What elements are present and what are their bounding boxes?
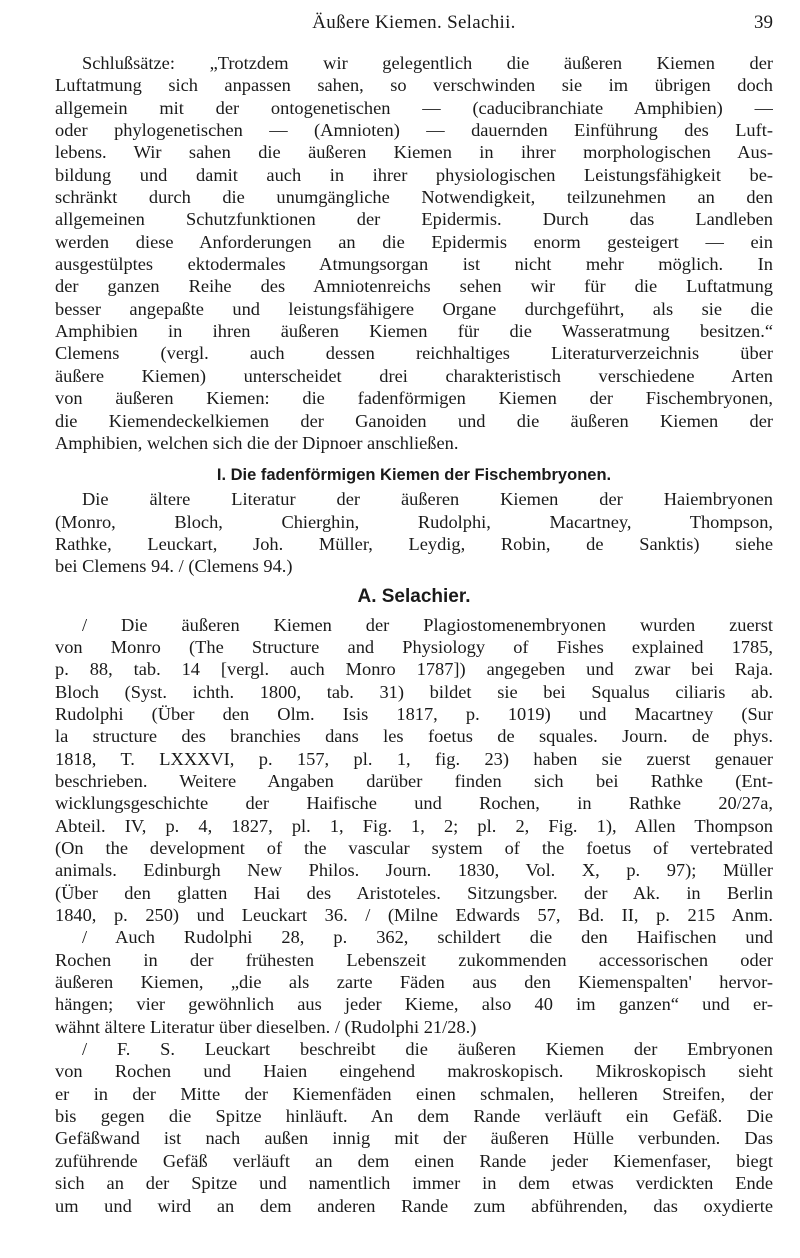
text-line: wähnt ältere Literatur über dieselben. / (Rudolphi 21/28.) — [55, 1016, 477, 1037]
text-line: la structure des branchies dans les foetus de squales. Journ. de phys. — [55, 726, 773, 747]
running-title: Äußere Kiemen. Selachii. — [312, 12, 516, 33]
paragraph-literature — [55, 488, 773, 577]
text-line: bildung und damit auch in ihrer physiologischen Leistungsfähigkeit be- — [55, 164, 773, 185]
text-line: Amphibien, welchen sich die der Dipnoer anschließen. — [55, 432, 459, 453]
text-line: schränkt durch die unumgängliche Notwendigkeit, teilzunehmen an den — [55, 187, 773, 208]
text-line: Rudolphi (Über den Olm. Isis 1817, p. 1019) und Macartney (Sur — [55, 703, 773, 724]
text-line: äußeren Kiemen, „die als zarte Fäden aus den Kiemenspalten' hervor- — [55, 972, 773, 993]
text-line: (Über den glatten Hai des Aristoteles. Sitzungsber. der Ak. in Berlin — [55, 882, 773, 903]
text-line: (Monro, Bloch, Chierghin, Rudolphi, Macartney, Thompson, — [55, 511, 773, 532]
text-line: Luftatmung sich anpassen sahen, so verschwinden sie im übrigen doch — [55, 75, 773, 96]
document-page — [55, 12, 773, 1217]
text-line: oder phylogenetischen — (Amnioten) — dauernden Einführung des Luft- — [55, 120, 773, 141]
paragraph-conclusions — [55, 52, 773, 454]
text-line: (On the development of the vascular system of the foetus of vertebrated — [55, 838, 773, 858]
text-line: äußere Kiemen) unterscheidet drei charakteristisch verschiedene Arten — [55, 365, 773, 386]
text-line: sich an der Spitze und namentlich immer in dem etwas verdickten Ende — [55, 1173, 773, 1194]
text-line: der ganzen Reihe des Amniotenreichs sehen wir für die Luftatmung — [55, 276, 773, 297]
text-line: um und wird an dem anderen Rande zum abführenden, das oxydierte — [55, 1195, 773, 1216]
text-line: von Monro (The Structure and Physiology of Fishes explained 1785, — [55, 636, 773, 657]
text-line: 1840, p. 250) und Leuckart 36. / (Milne Edwards 57, Bd. II, p. 215 Anm. — [55, 905, 773, 926]
text-line: animals. Edinburgh New Philos. Journ. 1830, Vol. X, p. 97); Müller — [55, 860, 773, 881]
text-line: Die ältere Literatur der äußeren Kiemen der Haiembryonen — [82, 489, 773, 510]
text-line: Schlußsätze: „Trotzdem wir gelegentlich die äußeren Kiemen der — [82, 53, 773, 73]
text-line: Bloch (Syst. ichth. 1800, tab. 31) bildet sie bei Squalus ciliaris ab. — [55, 681, 773, 702]
text-line: er in der Mitte der Kiemenfäden einen schmalen, helleren Streifen, der — [55, 1083, 773, 1104]
text-line: allgemeinen Schutzfunktionen der Epidermis. Durch das Landleben — [55, 209, 773, 230]
text-line: Abteil. IV, p. 4, 1827, pl. 1, Fig. 1, 2; pl. 2, Fig. 1), Allen Thompson — [55, 815, 773, 836]
text-line: Gefäßwand ist nach außen innig mit der äußeren Hülle verbunden. Das — [55, 1128, 773, 1149]
text-line: wicklungsgeschichte der Haifische und Rochen, in Rathke 20/27a, — [55, 793, 773, 814]
text-line: Rathke, Leuckart, Joh. Müller, Leydig, Robin, de Sanktis) siehe — [55, 533, 773, 554]
text-line: Amphibien in ihren äußeren Kiemen für die Wasseratmung besitzen.“ — [55, 321, 773, 342]
text-line: besser angepaßte und leistungsfähigere Organe durchgeführt, als sie die — [55, 298, 773, 319]
text-line: allgemein mit der ontogenetischen — (caducibranchiate Amphibien) — — [55, 97, 773, 118]
text-line: bei Clemens 94. / (Clemens 94.) — [55, 556, 293, 577]
text-line: / Auch Rudolphi 28, p. 362, schildert die den Haifischen und — [82, 927, 773, 948]
paragraph-leuckart — [55, 1038, 773, 1217]
text-line: lebens. Wir sahen die äußeren Kiemen in ihrer morphologischen Aus- — [55, 142, 773, 163]
section-heading: I. Die fadenförmigen Kiemen der Fischembryonen. — [216, 466, 612, 485]
subsection-heading: A. Selachier. — [357, 585, 471, 607]
text-line: 1818, T. LXXXVI, p. 157, pl. 1, fig. 23) haben sie zuerst genauer — [55, 748, 773, 769]
text-line: Rochen in der frühesten Lebenszeit zukommenden accessorischen oder — [55, 949, 773, 970]
text-line: bis gegen die Spitze hinläuft. An dem Rande verläuft ein Gefäß. Die — [55, 1106, 773, 1127]
text-line: zuführende Gefäß verläuft an dem einen Rande jeder Kiemenfaser, biegt — [55, 1150, 773, 1171]
text-line: von Rochen und Haien eingehend makroskopisch. Mikroskopisch sieht — [55, 1061, 773, 1082]
running-head — [55, 12, 773, 52]
text-line: / F. S. Leuckart beschreibt die äußeren Kiemen der Embryonen — [82, 1039, 773, 1060]
text-line: werden diese Anforderungen an die Epidermis enorm gesteigert — ein — [55, 231, 773, 252]
text-line: beschrieben. Weitere Angaben darüber finden sich bei Rathke (Ent- — [55, 770, 773, 791]
text-line: die Kiemendeckelkiemen der Ganoiden und die äußeren Kiemen der — [55, 410, 773, 431]
paragraph-selachier — [55, 614, 773, 1039]
text-line: von äußeren Kiemen: die fadenförmigen Kiemen der Fischembryonen, — [55, 388, 773, 409]
text-line: ausgestülptes ektodermales Atmungsorgan ist nicht mehr möglich. In — [55, 254, 773, 275]
text-line: Clemens (vergl. auch dessen reichhaltiges Literaturverzeichnis über — [55, 343, 773, 364]
page-number: 39 — [754, 12, 773, 33]
text-line: / Die äußeren Kiemen der Plagiostomenembryonen wurden zuerst — [82, 614, 773, 635]
text-line: p. 88, tab. 14 [vergl. auch Monro 1787]) angegeben und zwar bei Raja. — [55, 659, 773, 680]
text-line: hängen; vier gewöhnlich aus jeder Kieme, also 40 im ganzen“ und er- — [55, 994, 773, 1015]
